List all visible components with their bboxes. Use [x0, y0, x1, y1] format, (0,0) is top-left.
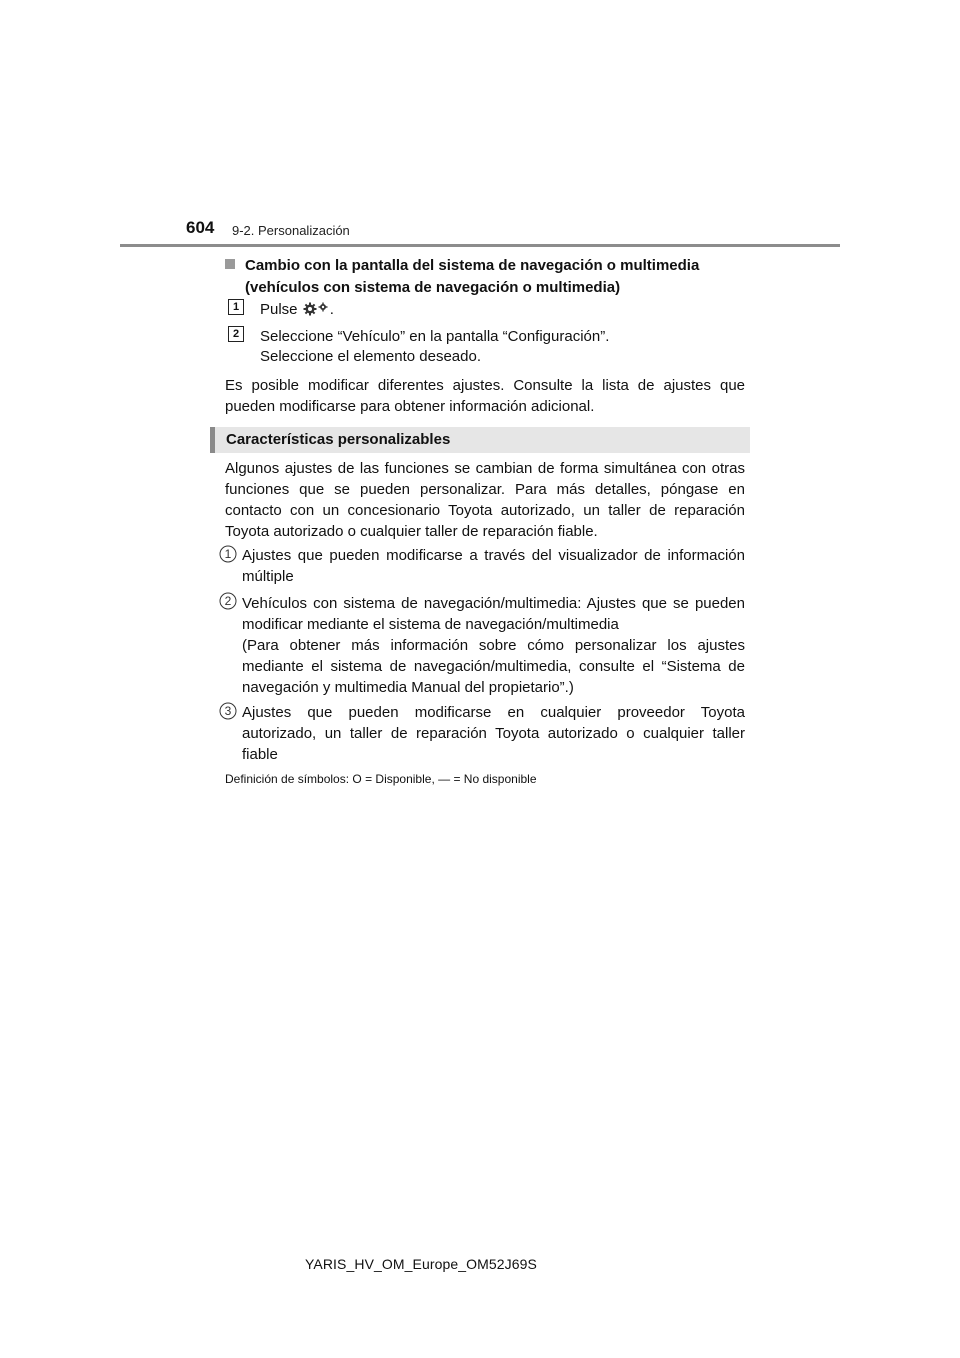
step-number-2: 2 — [228, 326, 244, 342]
step-number-1: 1 — [228, 299, 244, 315]
circled-number-1 — [219, 545, 237, 563]
item-3-text: Ajustes que pueden modificarse en cualquier proveedor Toyota autorizado, un taller de reparación Toyota autorizado o cualquier taller fiable — [242, 704, 745, 763]
circled-number-3 — [219, 702, 237, 720]
item-1-text: Ajustes que pueden modificarse a través del visualizador de información múltiple — [242, 547, 745, 585]
section-title: 9-2. Personalización — [232, 223, 350, 238]
body-paragraph: Algunos ajustes de las funciones se cambian de forma simultánea con otras funciones que se pueden personalizar. Para más detalles, póngase en contacto con un concesionario Toyota autorizado, un taller de reparación Toyota autorizado o cualquier taller de reparación fiable. — [225, 460, 745, 540]
svg-text:3: 3 — [224, 704, 232, 718]
symbol-legend: Definición de símbolos: O = Disponible, — = No disponible — [225, 772, 537, 786]
intro-paragraph: Es posible modificar diferentes ajustes. Consulte la lista de ajustes que pueden modificarse para obtener información adicional. — [225, 377, 745, 415]
page-number: 604 — [186, 218, 215, 237]
svg-text:2: 2 — [224, 594, 232, 608]
header-rule — [120, 244, 840, 247]
square-bullet-icon — [225, 259, 235, 269]
circled-number-2 — [219, 592, 237, 610]
section-bar — [210, 427, 750, 453]
step-1-text: Pulse . — [260, 301, 334, 318]
section-bar-title: Características personalizables — [226, 431, 451, 448]
svg-text:1: 1 — [224, 547, 232, 561]
item-2-text: Vehículos con sistema de navegación/multimedia: Ajustes que se pueden modificar mediante el sistema de navegación/multimedia (Para obtener más información sobre cómo personalizar los ajustes mediante el sistema de navegación/multimedia, consulte el “Sistema de navegación y multimedia Manual del propietario”.) — [242, 595, 745, 696]
step-2-line-1: Seleccione “Vehículo” en la pantalla “Configuración”. — [260, 328, 610, 345]
document-code-footer: YARIS_HV_OM_Europe_OM52J69S — [305, 1256, 537, 1272]
section-bar-accent — [210, 427, 215, 453]
subheading: Cambio con la pantalla del sistema de navegación o multimedia (vehículos con sistema de navegación o multimedia) — [225, 255, 745, 299]
step-2-line-2: Seleccione el elemento deseado. — [260, 348, 481, 365]
gear-settings-icon — [302, 302, 330, 316]
